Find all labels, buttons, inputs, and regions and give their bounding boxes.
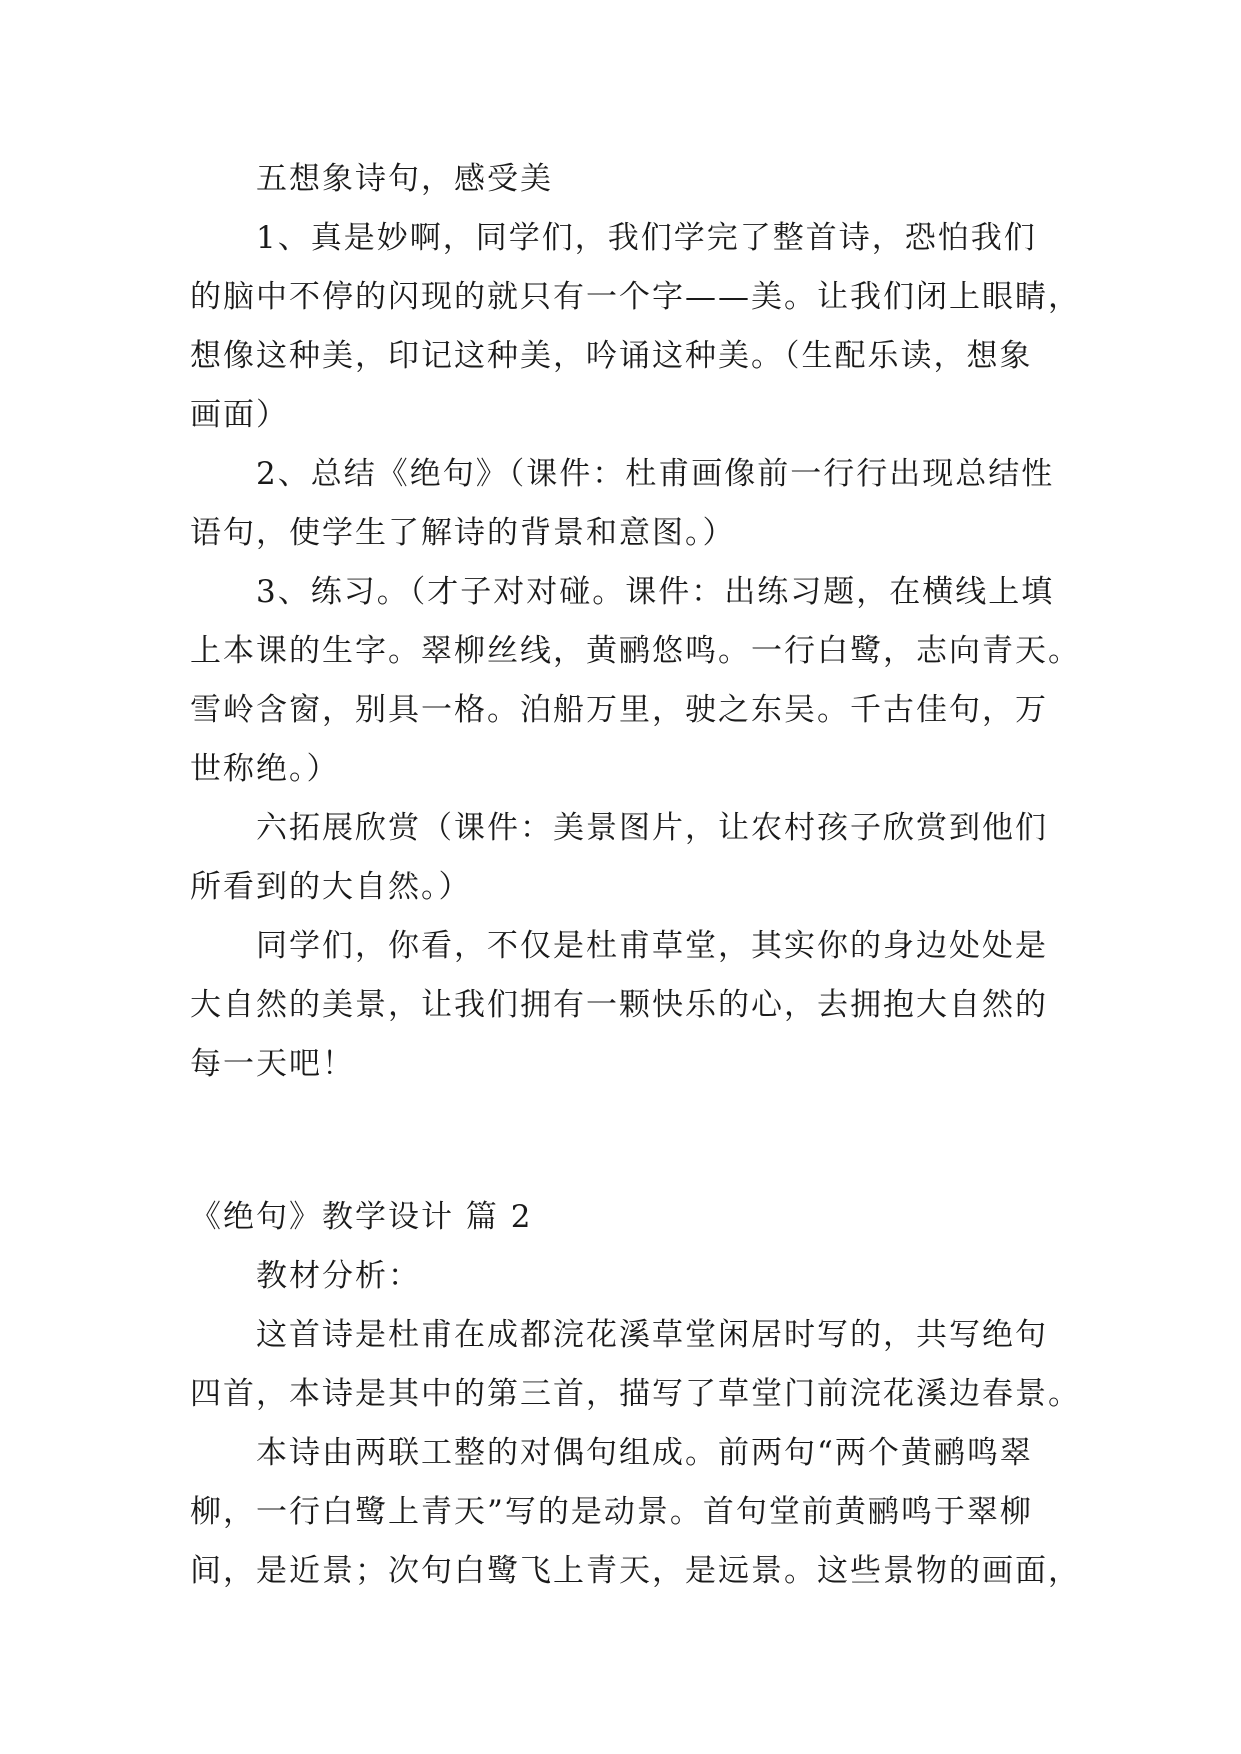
paragraph-line: 所看到的大自然。） [190,869,472,905]
paragraph-line: 这首诗是杜甫在成都浣花溪草堂闲居时写的，共写绝句 [256,1317,1048,1353]
analysis-label: 教材分析： [256,1258,421,1294]
paragraph-line: 雪岭含窗，别具一格。泊船万里，驶之东吴。千古佳句，万 [190,692,1048,728]
paragraph-line: 本诗由两联工整的对偶句组成。前两句“两个黄鹂鸣翠 [256,1435,1033,1471]
paragraph-line: 大自然的美景，让我们拥有一颗快乐的心，去拥抱大自然的 [190,987,1048,1023]
section-five-title: 五想象诗句，感受美 [256,161,553,197]
section-five-item-2 [190,445,1090,563]
document-page [190,150,1090,1601]
paragraph-line: 3、练习。（才子对对碰。课件：出练习题，在横线上填 [256,574,1055,610]
analysis-paragraph-1 [190,1306,1090,1424]
paragraph-line: 想像这种美，印记这种美，吟诵这种美。（生配乐读，想象 [190,338,1033,374]
paragraph-line: 每一天吧！ [190,1046,355,1082]
paragraph-line: 2、总结《绝句》（课件：杜甫画像前一行行出现总结性 [256,456,1055,492]
paragraph-line: 世称绝。） [190,751,340,787]
paragraph-line: 画面） [190,397,289,433]
part-two-heading: 《绝句》教学设计 篇 2 [190,1199,533,1235]
paragraph-line: 柳，一行白鹭上青天”写的是动景。首句堂前黄鹂鸣于翠柳 [190,1494,1033,1530]
paragraph-line: 四首，本诗是其中的第三首，描写了草堂门前浣花溪边春景。 [190,1376,1081,1412]
paragraph-line: 六拓展欣赏（课件：美景图片，让农村孩子欣赏到他们 [256,810,1048,846]
section-six-title [190,799,1090,917]
section-six-closing [190,917,1090,1094]
section-five-item-1 [190,209,1090,445]
analysis-paragraph-2 [190,1424,1090,1601]
section-five-item-3 [190,563,1090,799]
paragraph-line: 的脑中不停的闪现的就只有一个字——美。让我们闭上眼睛， [190,279,1081,315]
section-spacer [190,1094,1090,1188]
paragraph-line: 间，是近景；次句白鹭飞上青天，是远景。这些景物的画面， [190,1553,1081,1589]
paragraph-line: 语句，使学生了解诗的背景和意图。） [190,515,736,551]
paragraph-line: 上本课的生字。翠柳丝线，黄鹂悠鸣。一行白鹭，志向青天。 [190,633,1081,669]
paragraph-line: 1、真是妙啊，同学们，我们学完了整首诗，恐怕我们 [256,220,1037,256]
paragraph-line: 同学们，你看，不仅是杜甫草堂，其实你的身边处处是 [256,928,1048,964]
